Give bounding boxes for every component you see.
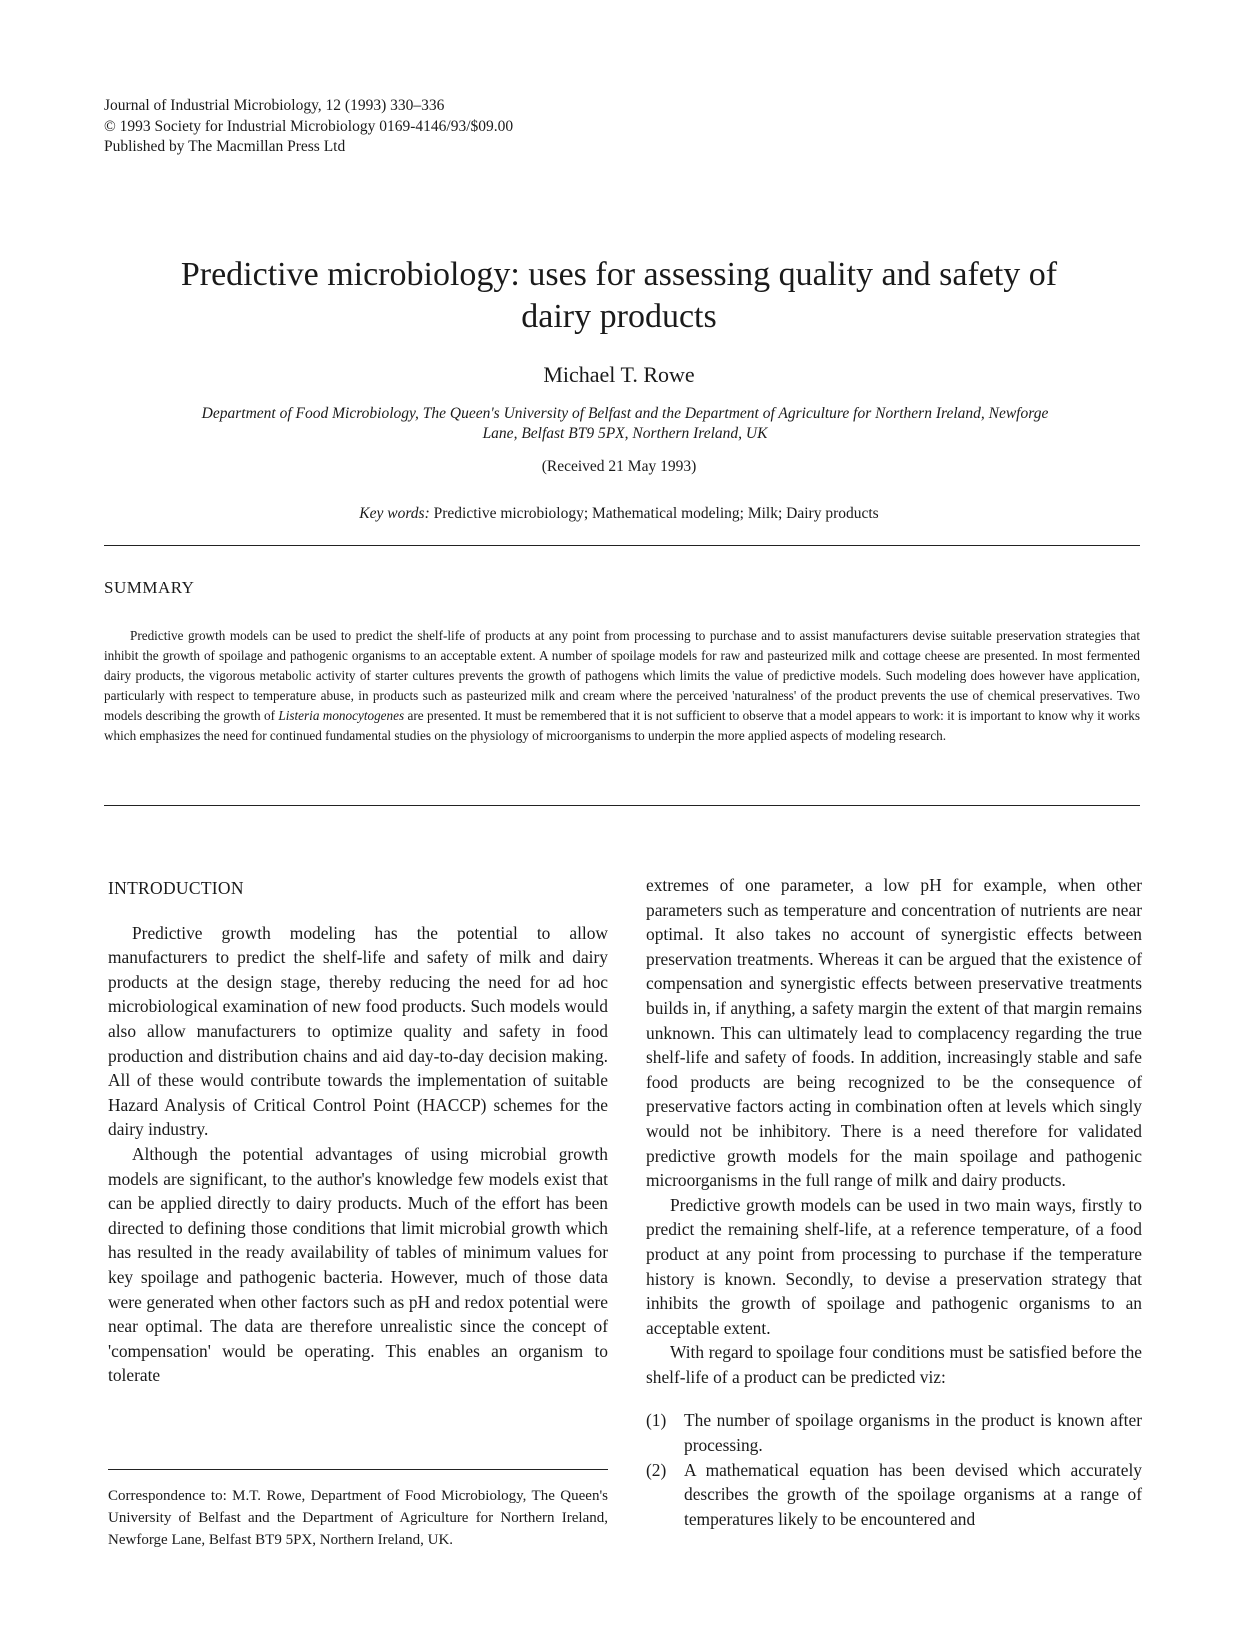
- summary-text-part-1: Predictive growth models can be used to predict the shelf-life of products at any point from processing to purchase and to assist manufacturers devise suitable preservation strategies that inhibit the growth of spoilage and pathogenic organisms to an acceptable extent. A number of spoilage models for raw and pasteurized milk and cottage cheese are presented. In most fermented dairy products, the vigorous metabolic activity of starter cultures prevents the growth of pathogens which limits the value of predictive models. Such modeling does however have application, particularly with respect to temperature abuse, in products such as pasteurized milk and cream where the perceived 'naturalness' of the product prevents the use of chemical preservatives. Two models describing the growth of: [104, 628, 1140, 723]
- affiliation-line-1: Department of Food Microbiology, The Queen's University of Belfast and the Department of Agriculture for Northern Ireland, Newforge: [201, 405, 1049, 422]
- list-item-text: A mathematical equation has been devised which accurately describes the growth of the spoilage organisms at a range of temperatures likely to be encountered and: [684, 1459, 1142, 1529]
- intro-paragraph-2: Although the potential advantages of using microbial growth models are significant, to the author's knowledge few models exist that can be applied directly to dairy products. Much of the effort has been directed to defining those conditions that limit microbial growth which has resulted in the ready availability of tables of minimum values for key spoilage and pathogenic bacteria. However, much of those data were generated when other factors such as pH and redox potential were near optimal. The data are therefore unrealistic since the concept of 'compensation' would be operating. This enables an organism to tolerate: [108, 1143, 608, 1386]
- intro-paragraph-1: Predictive growth modeling has the potential to allow manufacturers to predict the shelf-life and safety of milk and dairy products at the design stage, thereby reducing the need for ad hoc microbiological examination of new food products. Such models would also allow manufacturers to optimize quality and safety in food production and distribution chains and aid day-to-day decision making. All of these would contribute towards the implementation of suitable Hazard Analysis of Critical Control Point (HACCP) schemes for the dairy industry.: [108, 922, 608, 1140]
- left-column: [108, 876, 608, 1388]
- paper-title: [0, 254, 1238, 338]
- summary-text-part-2: are presented. It must be remembered that it is not sufficient to observe that a model appears to work: it is important to know why it works which emphasizes the need for continued fundamental studies on the physiology of microorganisms to underpin the more applied aspects of modeling research.: [104, 707, 1141, 743]
- intro-paragraph-5: With regard to spoilage four conditions must be satisfied before the shelf-life of a product can be predicted viz:: [646, 1342, 1142, 1387]
- conditions-list: [646, 1408, 1142, 1531]
- list-item: [646, 1458, 1142, 1532]
- correspondence-footnote: Correspondence to: M.T. Rowe, Department of Food Microbiology, The Queen's University of Belfast and the Department of Agriculture for Northern Ireland, Newforge Lane, Belfast BT9 5PX, Northern Ireland, UK.: [108, 1488, 608, 1548]
- keywords: [0, 505, 1238, 523]
- affiliation-line-2: Lane, Belfast BT9 5PX, Northern Ireland, UK: [482, 425, 768, 442]
- summary-text: [104, 626, 1140, 745]
- affiliation: [110, 404, 1140, 444]
- introduction-heading: INTRODUCTION: [108, 878, 244, 898]
- summary-species-name: Listeria monocytogenes: [278, 707, 405, 723]
- right-column: [646, 873, 1142, 1531]
- keywords-label: Key words:: [359, 505, 430, 522]
- publisher-line: Published by The Macmillan Press Ltd: [104, 138, 346, 155]
- title-line-2: dairy products: [521, 298, 717, 335]
- summary-bottom-rule: [104, 805, 1140, 806]
- list-item-number: (1): [646, 1410, 667, 1431]
- list-item: [646, 1408, 1142, 1457]
- author-name: Michael T. Rowe: [543, 362, 695, 387]
- list-item-number: (2): [646, 1459, 667, 1480]
- summary-heading: SUMMARY: [104, 578, 195, 597]
- title-line-1: Predictive microbiology: uses for assessing quality and safety of: [180, 256, 1058, 293]
- footnote-rule: [108, 1469, 608, 1470]
- journal-citation: Journal of Industrial Microbiology, 12 (1993) 330–336: [104, 97, 445, 114]
- journal-header: [104, 96, 513, 158]
- intro-paragraph-3: extremes of one parameter, a low pH for example, when other parameters such as temperature and concentration of nutrients are near optimal. It also takes no account of synergistic effects between preservation treatments. Whereas it can be argued that the existence of compensation and synergistic effects between preservative treatments builds in, if anything, a safety margin the extent of that margin remains unknown. This can ultimately lead to complacency regarding the true shelf-life and safety of foods. In addition, increasingly stable and safe food products are being recognized to be the consequence of preservative factors acting in combination often at levels which singly would not be inhibitory. There is a need therefore for validated predictive growth models for the main spoilage and pathogenic microorganisms in the full range of milk and dairy products.: [646, 875, 1142, 1191]
- summary-top-rule: [104, 545, 1140, 546]
- keywords-text: Predictive microbiology; Mathematical modeling; Milk; Dairy products: [433, 505, 879, 522]
- intro-paragraph-4: Predictive growth models can be used in two main ways, firstly to predict the remaining shelf-life, at a reference temperature, of a food product at any point from processing to purchase if the temperature history is known. Secondly, to devise a preservation strategy that inhibits the growth of spoilage and pathogenic organisms to an acceptable extent.: [646, 1194, 1142, 1338]
- list-item-text: The number of spoilage organisms in the product is known after processing.: [684, 1410, 1142, 1456]
- copyright-line: © 1993 Society for Industrial Microbiology 0169-4146/93/$09.00: [104, 117, 514, 135]
- received-date: (Received 21 May 1993): [541, 458, 697, 475]
